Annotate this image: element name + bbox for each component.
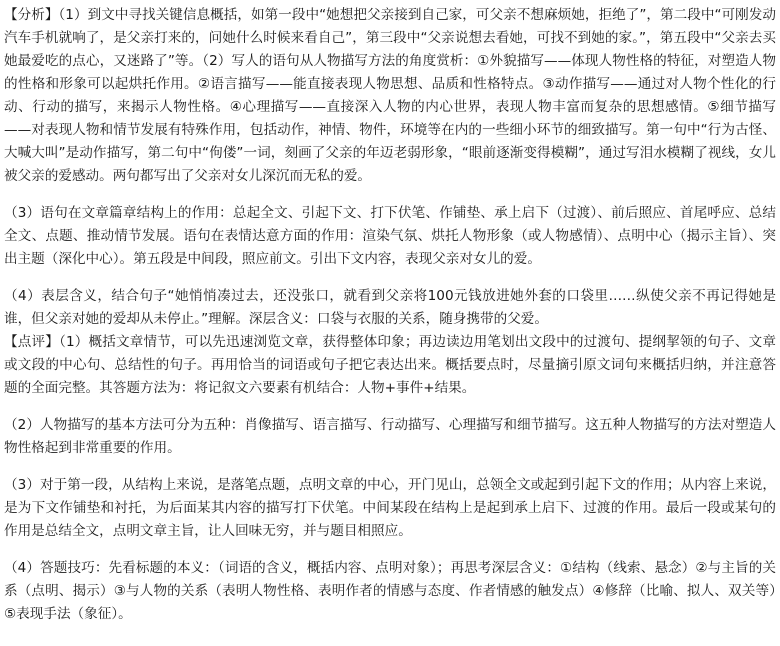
comment-paragraph-1: 【点评】（1）概括文章情节，可以先迅速浏览文章，获得整体印象；再边读边用笔划出文段中的过渡句、提纲挈领的句子、文章或文段的中心句、总结性的句子。再用恰当的词语或句子把它表达出来。概括要点时，尽量摘引原文词句来概括归纳，并注意答题的全面完整。其答题方法为：将记叙文六要素有机结合：人物+事件+结果。 [4,334,776,396]
comment-paragraph-3: （3）对于第一段，从结构上来说，是落笔点题，点明文章的中心，开门见山，总领全文或起到引起下文的作用；从内容上来说，是为下文作铺垫和衬托，为后面某其内容的描写打下伏笔。中间某段在结构上是起到承上启下、过渡的作用。最后一段或某句的作用是总结全文，点明文章主旨，让人回味无穷，并与题目相照应。 [4,477,776,539]
analysis-paragraph-2: （3）语句在文章篇章结构上的作用：总起全文、引起下文、打下伏笔、作铺垫、承上启下（过渡）、前后照应、首尾呼应、总结全文、点题、推动情节发展。语句在表情达意方面的作用：渲染气氛、烘托人物形象（或人物感情）、点明中心（揭示主旨）、突出主题（深化中心）。第五段是中间段，照应前文。引出下文内容，表现父亲对女儿的爱。 [4,205,776,267]
analysis-paragraph-1: 【分析】（1）到文中寻找关键信息概括，如第一段中“她想把父亲接到自己家，可父亲不想麻烦她，拒绝了”，第二段中“可刚发动汽车手机就响了，是父亲打来的，问她什么时候来看自己”，第三段中“父亲说想去看她，可找不到她的家。”，第五段中“父亲去买她最爱吃的点心，又迷路了”等。（2）写人的语句从人物描写方法的角度赏析：①外貌描写——体现人物性格的特征，对塑造人物的性格和形象可以起烘托作用。②语言描写——能直接表现人物思想、品质和性格特点。③动作描写——通过对人物个性化的行动、行动的描写，来揭示人物性格。④心理描写——直接深入人物的内心世界，表现人物丰富而复杂的思想感情。⑤细节描写——对表现人物和情节发展有特殊作用，包括动作，神情、物件，环境等在内的一些细小环节的细致描写。第一句中“行为古怪、大喊大叫”是动作描写，第二句中“佝偻”一词，刻画了父亲的年迈老弱形象，“眼前逐渐变得模糊”，通过写泪水模糊了视线，女儿被父亲的爱感动。两句都写出了父亲对女儿深沉而无私的爱。 [4,7,776,184]
comment-paragraph-4: （4）答题技巧：先看标题的本义：（词语的含义，概括内容、点明对象）；再思考深层含义：①结构（线索、悬念）②与主旨的关系（点明、揭示）③与人物的关系（表明人物性格、表明作者的情感与态度、作者情感的触发点）④修辞（比喻、拟人、双关等）⑤表现手法（象征）。 [4,560,776,622]
analysis-paragraph-3: （4）表层含义，结合句子“她悄悄凑过去，还没张口，就看到父亲将100元钱放进她外套的口袋里……纵使父亲不再记得她是谁，但父亲对她的爱却从未停止。”理解。深层含义：口袋与衣服的关系，随身携带的父爱。 [4,288,776,327]
comment-paragraph-2: （2）人物描写的基本方法可分为五种：肖像描写、语言描写、行动描写、心理描写和细节描写。这五种人物描写的方法对塑造人物性格起到非常重要的作用。 [4,417,776,456]
